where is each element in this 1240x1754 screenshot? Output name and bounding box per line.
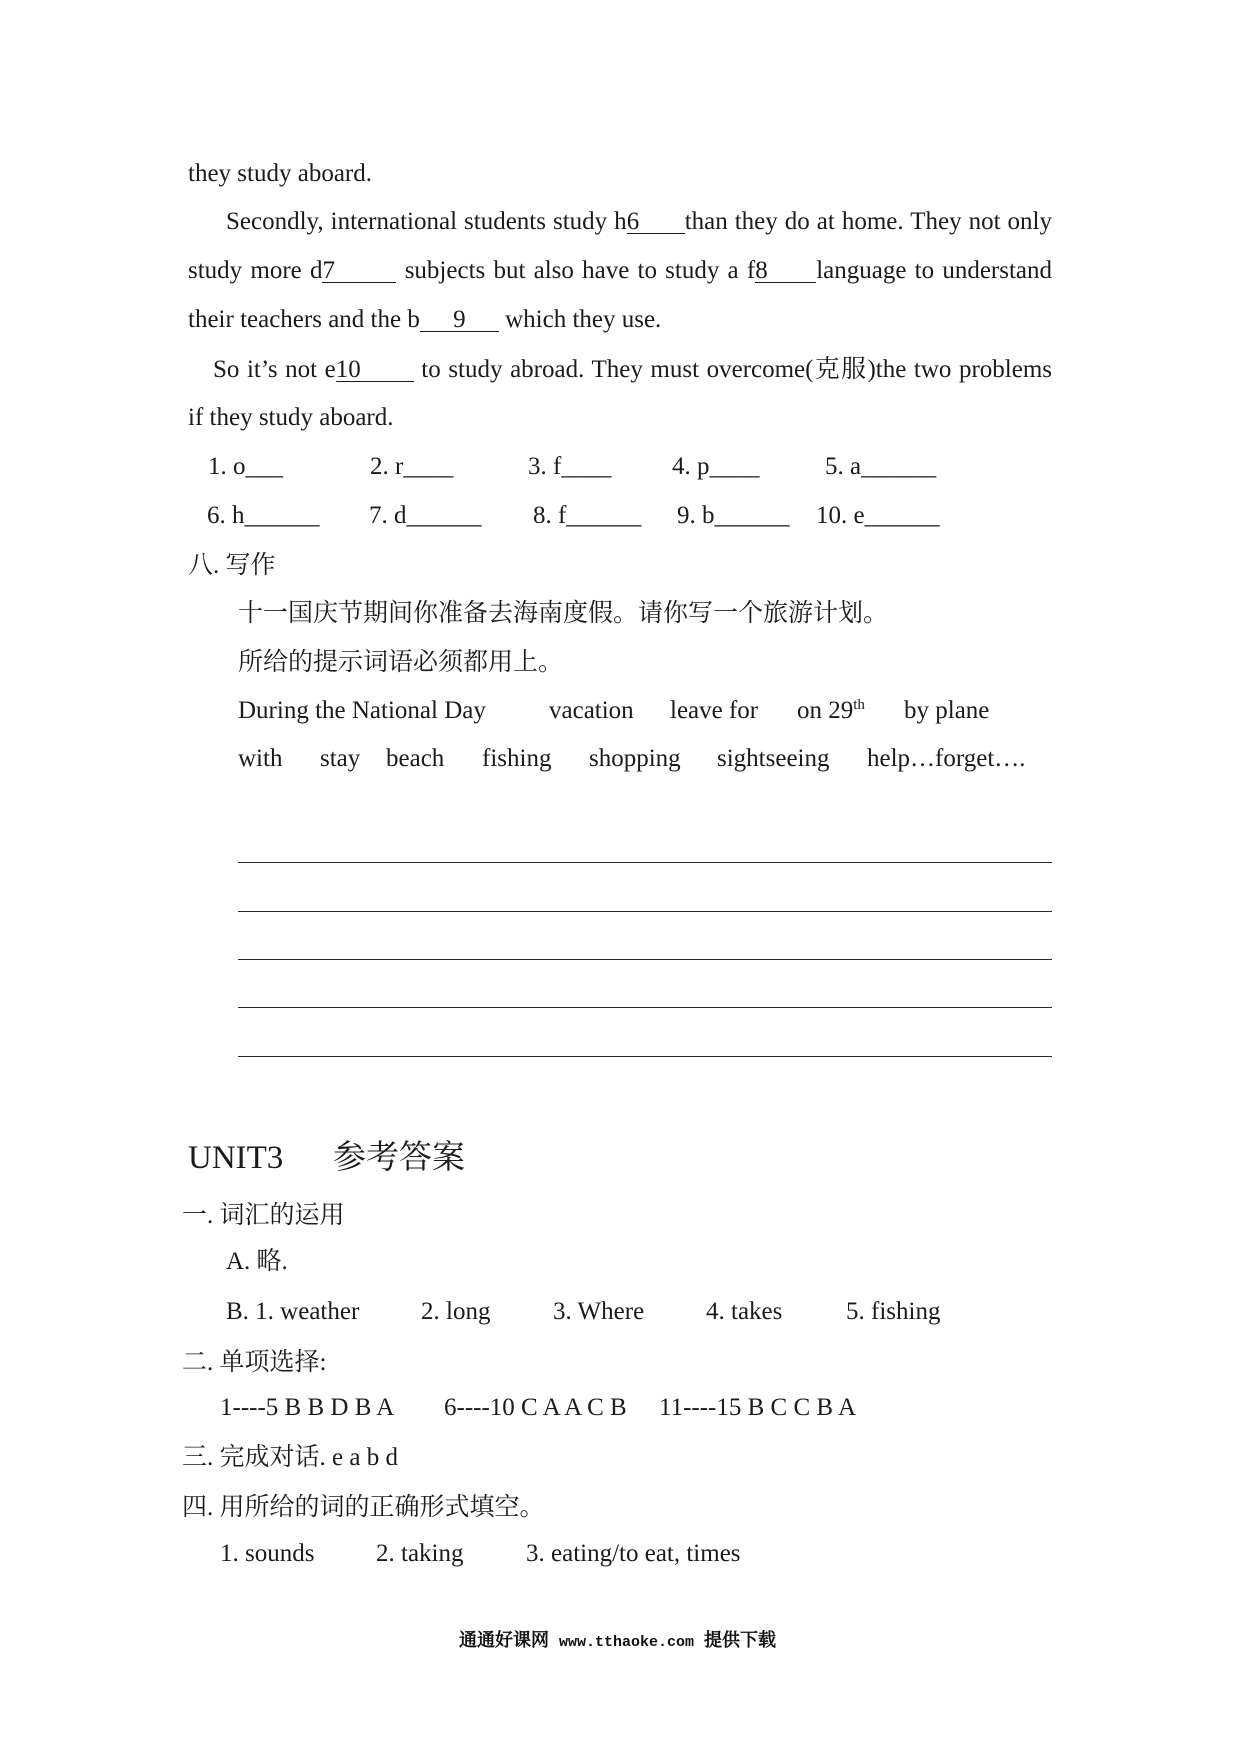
writing-heading: 八. 写作 [188,552,276,579]
hint-word: fishing [482,745,552,772]
answer-item: 1----5 B B D B A [220,1394,395,1421]
passage-text: than they do at home. They not only [684,208,1052,235]
passage-text: study more d [188,257,323,284]
answer-row [0,1539,1240,1569]
passage-blank-10: 10 [336,359,414,382]
hint-word: leave for [670,697,759,724]
hint-word: with [238,745,283,772]
answer-row [0,1393,1240,1423]
passage-line [226,207,1052,237]
passage-text: Secondly, international students study h [226,208,627,235]
footer-url: www.tthaoke.com [559,1634,695,1651]
writing-line [238,959,1052,960]
writing-line [238,911,1052,912]
blank-answer-item: 7. d______ [369,502,482,529]
blank-answer-item: 1. o___ [208,453,283,480]
section-heading: 二. 单项选择: [182,1349,327,1376]
passage-text: which they use. [498,306,662,333]
hint-word-superscript: th [853,697,865,713]
page-footer [459,1628,776,1654]
blank-answer-item: 3. f____ [528,453,612,480]
answer-item: 3. Where [553,1298,645,1325]
blank-answer-item: 8. f______ [533,502,642,529]
writing-instruction: 所给的提示词语必须都用上。 [238,649,564,676]
blank-answer-row [0,501,1240,531]
answer-row [0,1297,1240,1327]
blank-answer-item: 5. a______ [825,453,937,480]
passage-line [188,256,1052,286]
hint-word: During the National Day [238,697,486,724]
blank-answer-item: 2. r____ [370,453,454,480]
section-heading: 三. 完成对话. e a b d [182,1444,398,1471]
passage-text: if they study aboard. [188,404,394,431]
hint-row [0,744,1240,774]
hint-word: vacation [549,697,634,724]
hint-word: stay [320,745,361,772]
answer-item: 2. taking [376,1540,464,1567]
passage-text: they study aboard. [188,160,372,187]
answer-item: 5. fishing [846,1298,941,1325]
passage-text: to study abroad. They must overcome(克服)the two problems [413,356,1053,383]
passage-text: subjects but also have to study a f [396,257,756,284]
blank-answer-item: 9. b______ [677,502,790,529]
passage-line [188,403,394,433]
answer-item: 4. takes [706,1298,783,1325]
hint-word: help…forget…. [867,745,1026,772]
passage-line [188,305,661,335]
writing-instruction: 十一国庆节期间你准备去海南度假。请你写一个旅游计划。 [238,600,889,627]
blank-answer-item: 6. h______ [207,502,320,529]
answer-item: 6----10 C A A C B [444,1394,627,1421]
passage-text: language to understand [816,257,1053,284]
hint-word: sightseeing [717,745,830,772]
section-heading: 一. 词汇的运用 [182,1202,345,1229]
footer-note: 提供下载 [704,1630,777,1650]
blank-answer-row [0,452,1240,482]
hint-row [0,696,1240,726]
passage-text: So it’s not e [213,356,336,383]
answer-item: 11----15 B C C B A [659,1394,856,1421]
answer-key-title: UNIT3 [188,1140,284,1176]
answer-item: 1. sounds [220,1540,315,1567]
answer-item: 2. long [421,1298,491,1325]
passage-text: their teachers and the b [188,306,420,333]
answer-key-title-cn: 参考答案 [333,1140,465,1176]
writing-line [238,1007,1052,1008]
passage-blank-8: 8 [755,260,816,283]
passage-blank-9: 9 [420,309,499,332]
hint-word: by plane [904,697,990,724]
answer-item: B. 1. weather [226,1298,360,1325]
writing-line [238,1056,1052,1057]
passage-blank-6: 6 [627,211,685,234]
hint-word-text: on 29 [797,697,854,724]
passage-line [213,355,1052,385]
writing-line [238,862,1052,863]
blank-answer-item: 10. e______ [816,502,940,529]
footer-site-name: 通通好课网 [459,1630,549,1650]
hint-word: shopping [589,745,681,772]
passage-line [188,159,372,189]
section-heading: 四. 用所给的词的正确形式填空。 [182,1494,545,1521]
passage-blank-7: 7 [322,260,396,283]
hint-word [797,696,865,726]
hint-word: beach [386,745,445,772]
answer-line: A. 略. [226,1248,288,1275]
answer-item: 3. eating/to eat, times [526,1540,741,1567]
blank-answer-item: 4. p____ [672,453,760,480]
